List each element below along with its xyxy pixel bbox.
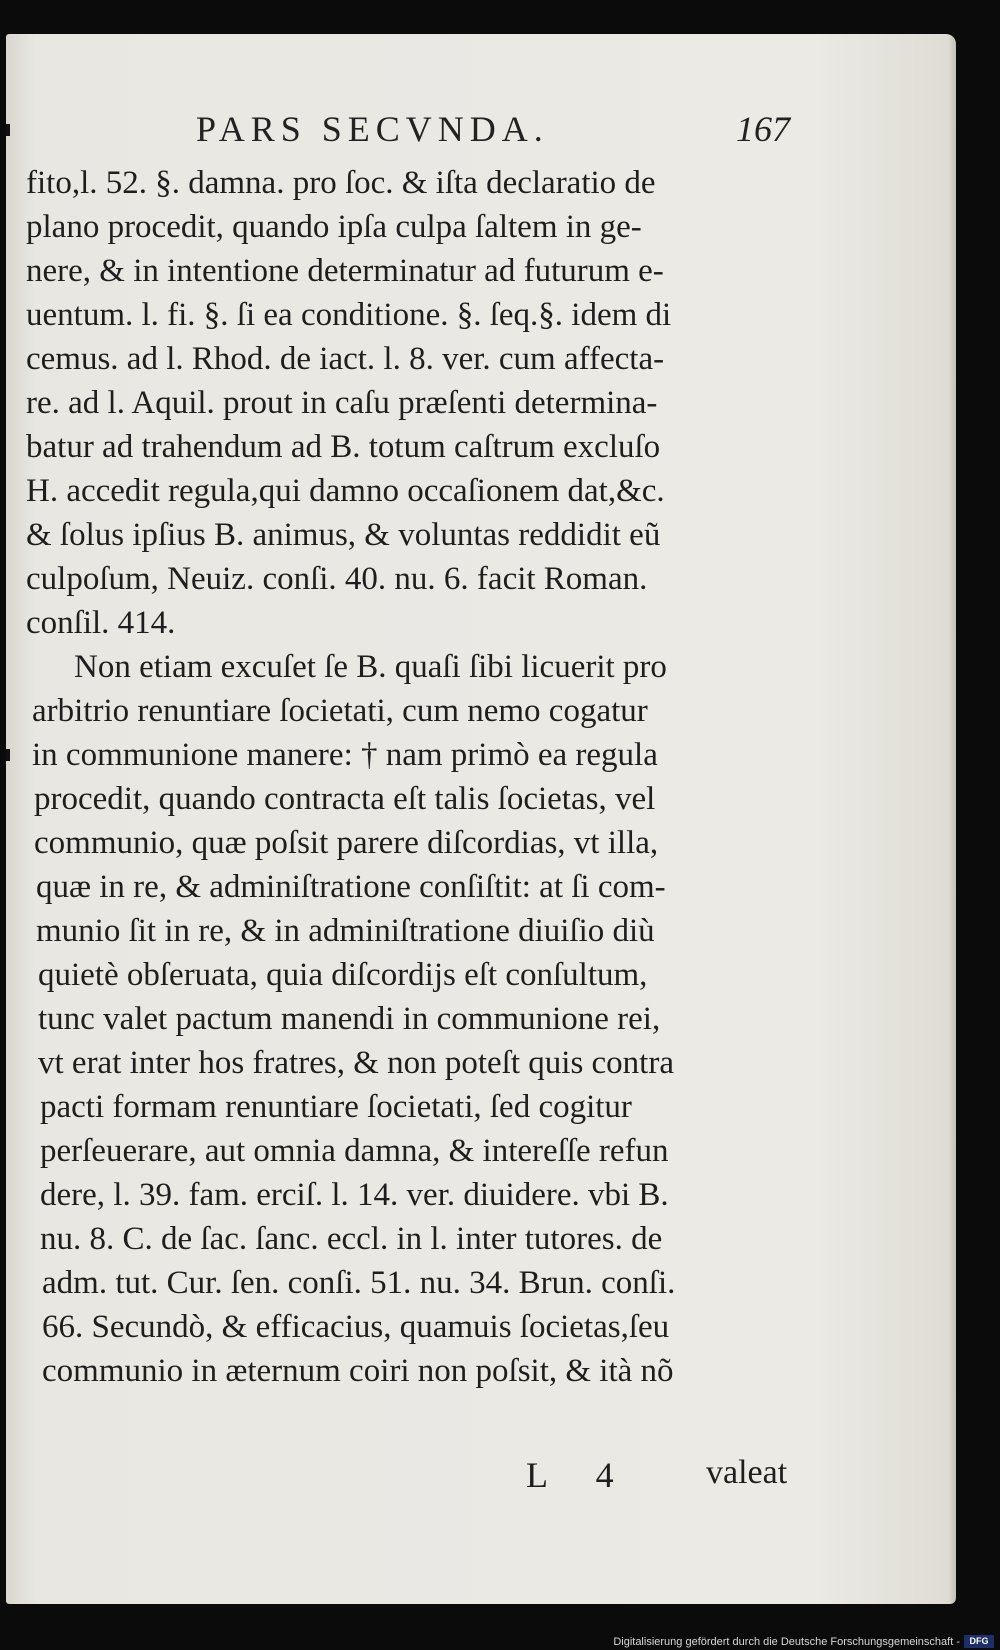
text-line: communio, quæ poſsit parere diſcordias, vt illa, (34, 825, 659, 861)
text-line: culpoſum, Neuiz. conſi. 40. nu. 6. facit Roman. (26, 561, 648, 597)
page-edge-shadow (948, 34, 956, 1604)
text-line: & ſolus ipſius B. animus, & voluntas reddidit eũ (26, 517, 661, 553)
text-line: conſil. 414. (26, 605, 176, 641)
catchword: valeat (706, 1454, 788, 1491)
text-line: in communione manere: † nam primò ea regula (32, 737, 658, 773)
text-line: H. accedit regula,qui damno occaſionem dat,&c. (26, 473, 665, 509)
text-line: communio in æternum coiri non poſsit, & ità nõ (42, 1353, 674, 1389)
text-line: batur ad trahendum ad B. totum caſtrum excluſo (26, 429, 661, 465)
text-line: 66. Secundò, & efficacius, quamuis ſocietas,ſeu (42, 1309, 670, 1345)
page-header (6, 78, 956, 148)
page-footer (6, 1454, 956, 1514)
text-line: re. ad l. Aquil. prout in caſu præſenti determina- (26, 385, 658, 421)
text-line: perſeuerare, aut omnia damna, & intereſſe refun (40, 1133, 669, 1169)
text-line: nu. 8. C. de ſac. ſanc. eccl. in l. inter tutores. de (40, 1221, 663, 1257)
text-line: cemus. ad l. Rhod. de iact. l. 8. ver. cum affecta- (26, 341, 665, 377)
running-head: PARS SECVNDA. (196, 109, 549, 149)
text-line: uentum. l. fi. §. ſi ea conditione. §. ſeq.§. idem di (26, 297, 672, 333)
text-line: quietè obſeruata, quia diſcordijs eſt conſultum, (38, 957, 648, 993)
paragraph-first-line: Non etiam excuſet ſe B. quaſi ſibi licuerit pro (74, 649, 667, 685)
text-line: vt erat inter hos fratres, & non poteſt quis contra (38, 1045, 674, 1081)
text-line: procedit, quando contracta eſt talis ſocietas, vel (34, 781, 656, 817)
signature-mark: L 4 (526, 1455, 634, 1495)
digitization-bar (0, 1632, 1000, 1650)
text-line: pacti formam renuntiare ſocietati, ſed cogitur (40, 1089, 632, 1125)
digitization-credit: Digitalisierung gefördert durch die Deutsche Forschungsgemeinschaft - (613, 1636, 960, 1648)
book-page (6, 34, 956, 1604)
text-line: quæ in re, & adminiſtratione conſiſtit: at ſi com- (36, 869, 666, 905)
text-line: plano procedit, quando ipſa culpa ſaltem in ge- (26, 209, 642, 245)
text-line: munio ſit in re, & in adminiſtratione diuiſio diù (36, 913, 655, 949)
text-line: dere, l. 39. fam. erciſ. l. 14. ver. diuidere. vbi B. (40, 1177, 669, 1213)
text-line: tunc valet pactum manendi in communione rei, (38, 1001, 661, 1037)
dfg-logo: DFG (964, 1635, 994, 1648)
page-number: 167 (736, 109, 790, 149)
text-line: fito,l. 52. §. damna. pro ſoc. & iſta declaratio de (26, 165, 656, 201)
text-line: adm. tut. Cur. ſen. conſi. 51. nu. 34. Brun. conſi. (42, 1265, 676, 1301)
margin-mark (6, 749, 10, 761)
text-line: arbitrio renuntiare ſocietati, cum nemo cogatur (32, 693, 648, 729)
text-line: nere, & in intentione determinatur ad futurum e- (26, 253, 664, 289)
